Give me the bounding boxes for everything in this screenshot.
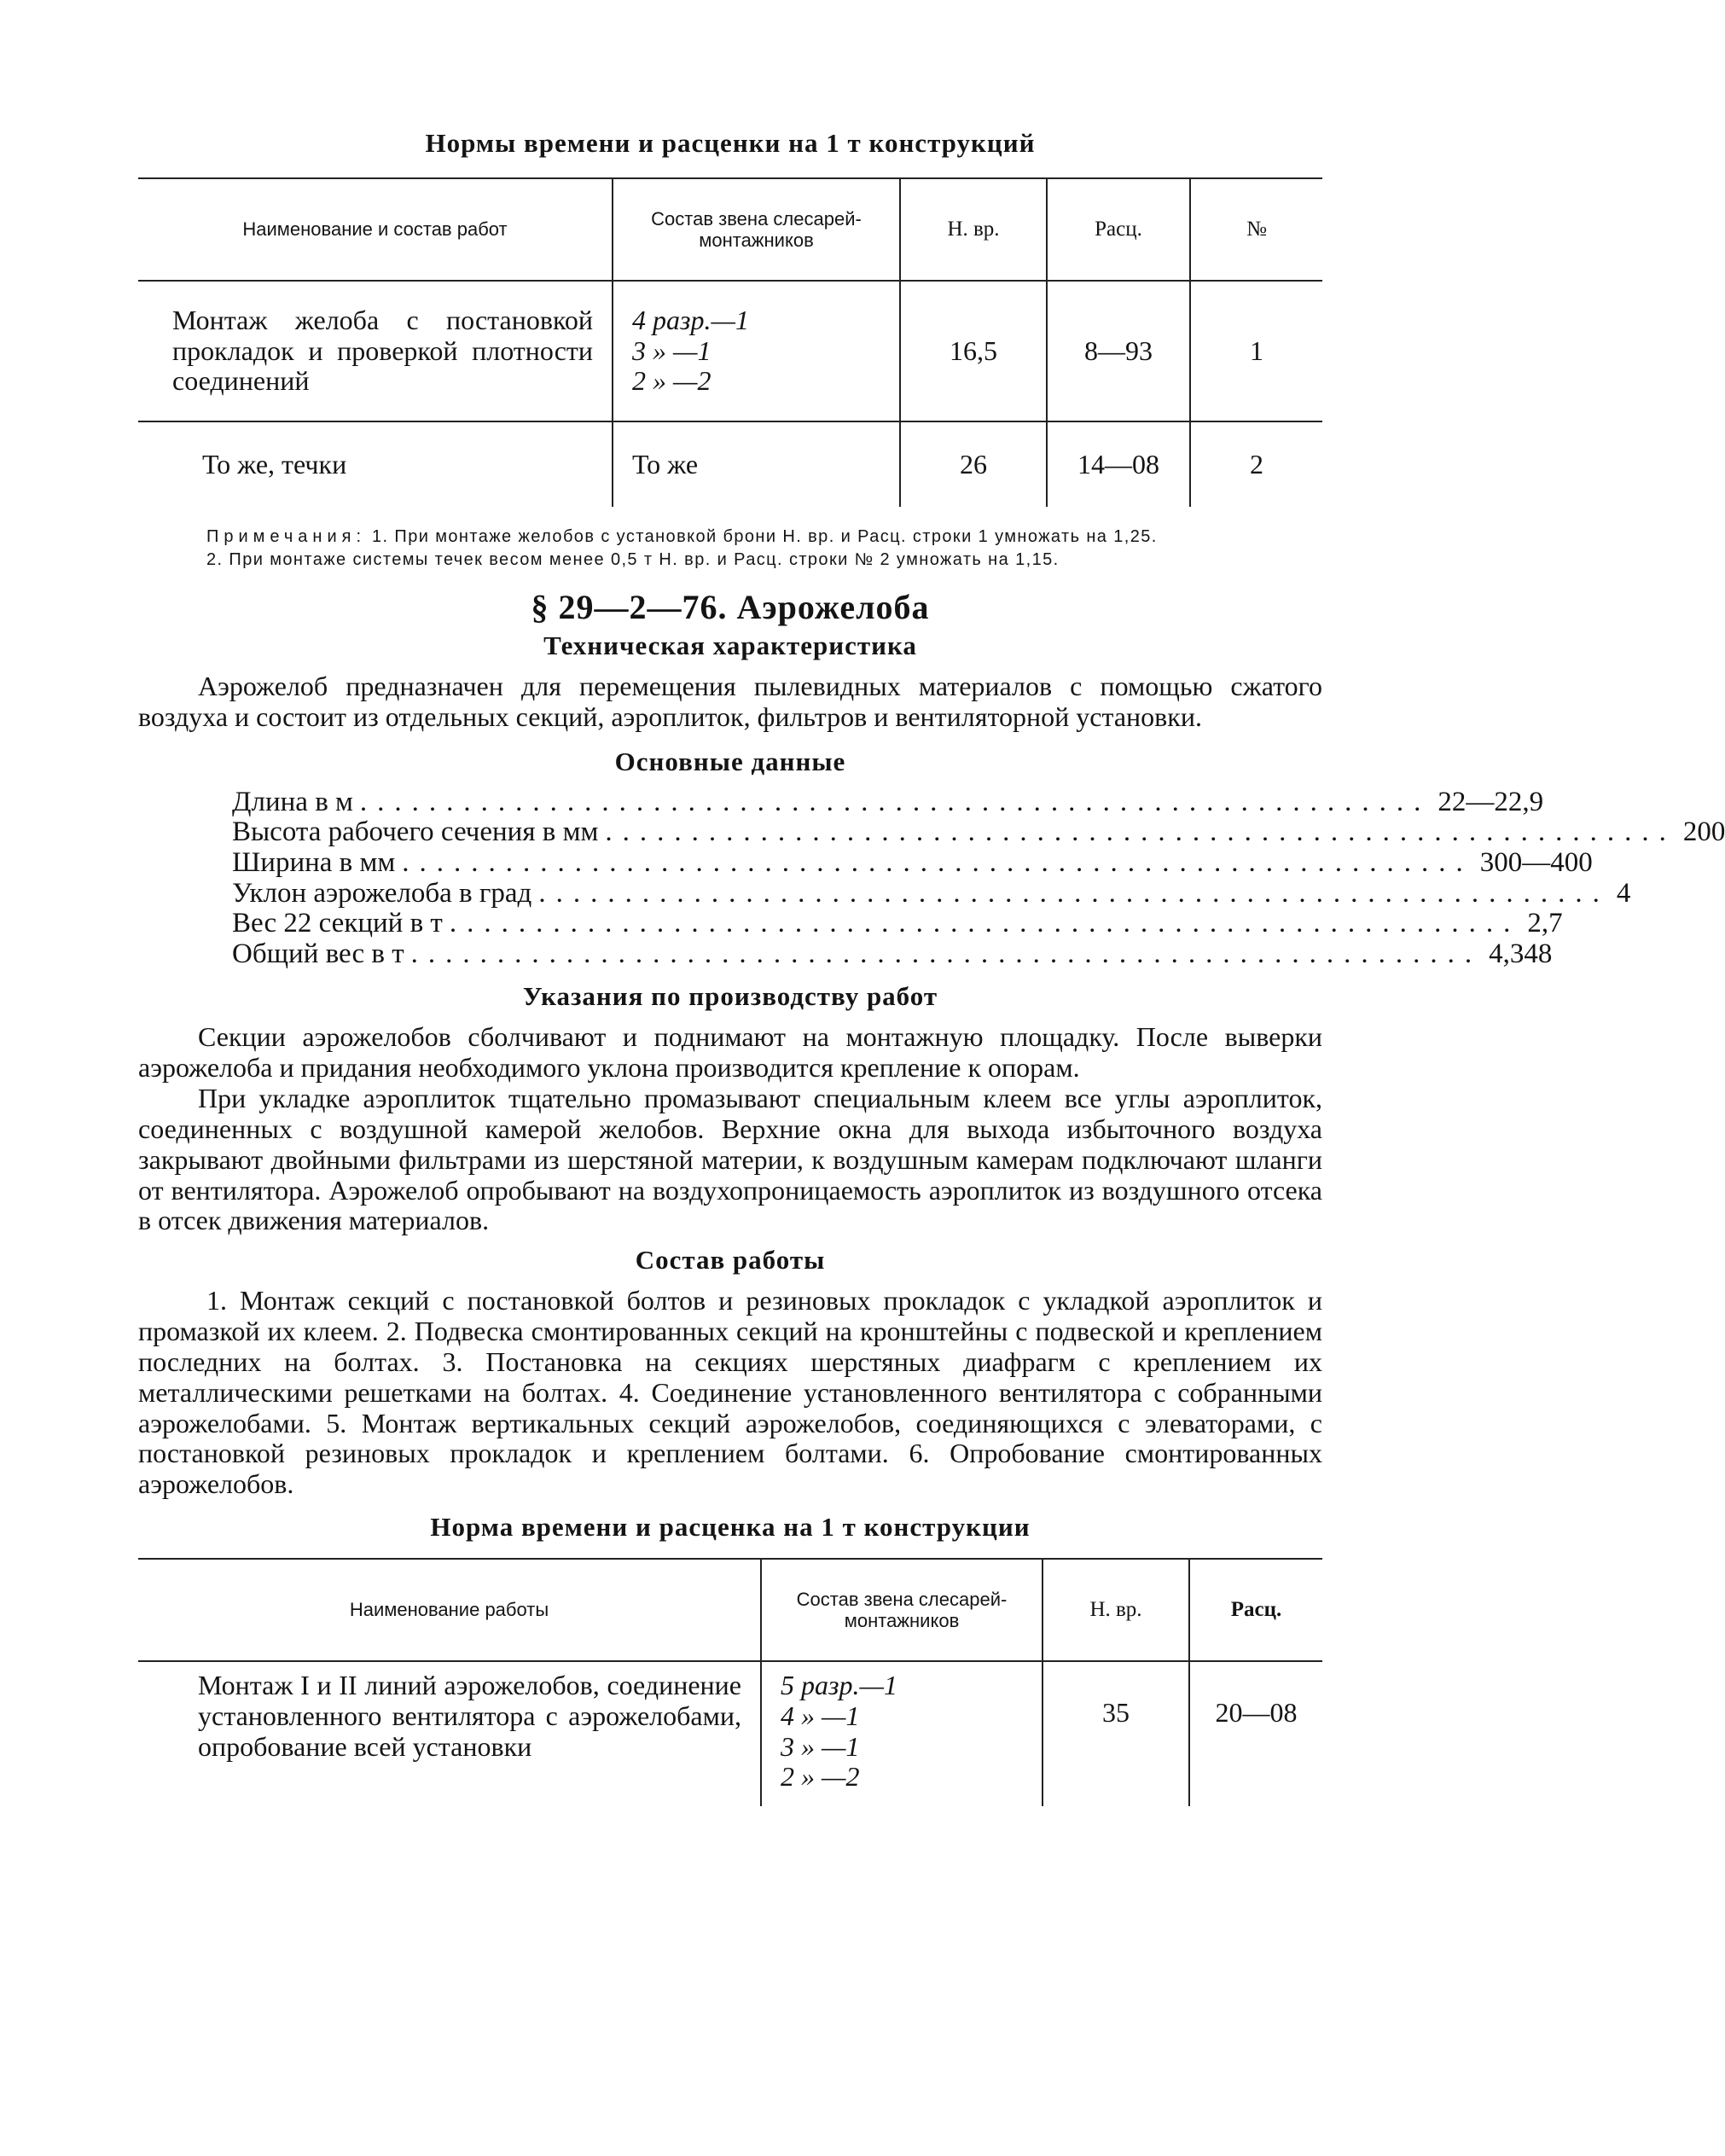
header-rate: Расц.: [1189, 1559, 1322, 1661]
data-value: 22—22,9: [1438, 786, 1544, 817]
table2-row-rate: 20—08: [1189, 1661, 1322, 1806]
instructions-paragraph-1: Секции аэрожелобов сболчивают и поднимают на монтажную площадку. После выверки аэрожелоба и придания необходимого уклона производится крепление к опорам.: [138, 1021, 1322, 1084]
data-row: Ширина в мм .............................................................. 300—400: [232, 846, 1593, 878]
data-value: 200: [1682, 816, 1725, 848]
data-label: Уклон аэрожелоба в град: [232, 877, 532, 909]
header-work-name: Наименование и состав работ: [242, 218, 508, 241]
row1-rate: 8—93: [1047, 281, 1190, 421]
main-data-list: [232, 786, 1725, 970]
data-value: 4,348: [1489, 938, 1553, 969]
norms-table-1: [138, 177, 1322, 507]
data-row: Вес 22 секций в т .............................................................. 2,7: [232, 908, 1563, 939]
instructions-paragraph-2: При укладке аэроплиток тщательно промазывают специальным клеем все углы аэроплиток, соединенных с воздушной камерой желобов. Верхние окна для выхода избыточного воздуха закрывают двойными фильтрами из шерстяной материи, к воздушным камерам подключают шланги от вентилятора. Аэрожелоб опробывают на воздухопроницаемость аэроплиток из воздушного отсека в отсек движения материалов.: [138, 1083, 1322, 1236]
row2-number: 2: [1190, 421, 1322, 507]
crew-line: 4 разр.—1: [632, 304, 749, 335]
table1-title: Нормы времени и расценки на 1 т конструкций: [425, 128, 1036, 158]
data-value: 300—400: [1479, 846, 1593, 878]
row1-time-norm: 16,5: [900, 281, 1047, 421]
row2-time-norm: 26: [900, 421, 1047, 507]
data-value: 4: [1616, 877, 1631, 909]
crew-line: 5 разр.—1: [781, 1670, 897, 1700]
data-row: Высота рабочего сечения в мм .............................................................. 200: [232, 816, 1725, 848]
row1-crew: [613, 281, 900, 421]
header-time-norm: Н. вр.: [900, 178, 1047, 281]
row1-number: 1: [1190, 281, 1322, 421]
row2-rate: 14—08: [1047, 421, 1190, 507]
main-data-title: Основные данные: [614, 746, 846, 776]
row1-name: Монтаж желоба с постановкой прокладок и проверкой плотности соединений: [172, 304, 593, 397]
header-number: №: [1190, 178, 1322, 281]
data-row: Уклон аэрожелоба в град .............................................................. 4: [232, 877, 1631, 909]
data-label: Длина в м: [232, 786, 353, 817]
crew-line: 3 » —1: [632, 334, 711, 366]
data-row: Общий вес в т .............................................................. 4,348: [232, 938, 1553, 969]
notes-lead: Примечания:: [206, 527, 367, 546]
crew-line: 2 » —2: [781, 1761, 860, 1793]
work-title: Состав работы: [635, 1245, 826, 1276]
data-value: 2,7: [1527, 908, 1563, 939]
header-work-name: Наименование работы: [349, 1599, 549, 1621]
work-text: 1. Монтаж секций с постановкой болтов и резиновых прокладок с укладкой аэроплиток и промазкой их клеем. 2. Подвеска смонтированных секций на кронштейны с подвеской и креплением последних на болтах. 3. Постановка на секциях шерстяных диафрагм с креплением их металлическими решетками на болтах. 4. Соединение установленного вентилятора с собранными аэрожелобами. 5. Монтаж вертикальных секций аэрожелобов, соединяющихся с элеваторами, с постановкой резиновых прокладок и креплением болтами. 6. Опробование смонтированных аэрожелобов.: [138, 1285, 1322, 1500]
norms-table-2: [138, 1558, 1322, 1806]
table2-title: Норма времени и расценка на 1 т конструкции: [430, 1512, 1031, 1542]
crew-line: 3 » —1: [781, 1730, 860, 1762]
instructions-title: Указания по производству работ: [522, 981, 938, 1012]
table2-row-time-norm: 35: [1043, 1661, 1189, 1806]
data-label: Вес 22 секций в т: [232, 908, 443, 939]
tech-title: Техническая характеристика: [543, 631, 917, 660]
row2-name: То же, течки: [202, 448, 347, 479]
crew-line: 2 » —2: [632, 365, 711, 397]
header-crew: Состав звена слесарей-монтажников: [613, 178, 900, 281]
note-2: 2. При монтаже системы течек весом менее 0,5 т Н. вр. и Расц. строки № 2 умножать на 1,15.: [206, 550, 1060, 569]
data-label: Общий вес в т: [232, 938, 404, 969]
header-crew: Состав звена слесарей-монтажников: [761, 1559, 1043, 1661]
table2-row-name: Монтаж I и II линий аэрожелобов, соединение установленного вентилятора с аэрожелобами, опробование всей установки: [198, 1670, 741, 1762]
header-time-norm: Н. вр.: [1043, 1559, 1189, 1661]
section-title: § 29—2—76. Аэрожелоба: [531, 588, 930, 626]
row2-crew: То же: [613, 421, 900, 507]
note-1: 1. При монтаже желобов с установкой брони Н. вр. и Расц. строки 1 умножать на 1,25.: [372, 527, 1158, 546]
data-label: Высота рабочего сечения в мм: [232, 816, 599, 848]
crew-line: 4 » —1: [781, 1700, 860, 1731]
table1-notes: [138, 526, 1322, 572]
table2-row-crew: [761, 1661, 1043, 1806]
tech-text: Аэрожелоб предназначен для перемещения пылевидных материалов с помощью сжатого воздуха и состоит из отдельных секций, аэроплиток, фильтров и вентиляторной установки.: [138, 671, 1322, 732]
page: [138, 128, 1725, 1806]
data-label: Ширина в мм: [232, 846, 396, 878]
header-rate: Расц.: [1047, 178, 1190, 281]
data-row: Длина в м .............................................................. 22—22,9: [232, 786, 1544, 817]
